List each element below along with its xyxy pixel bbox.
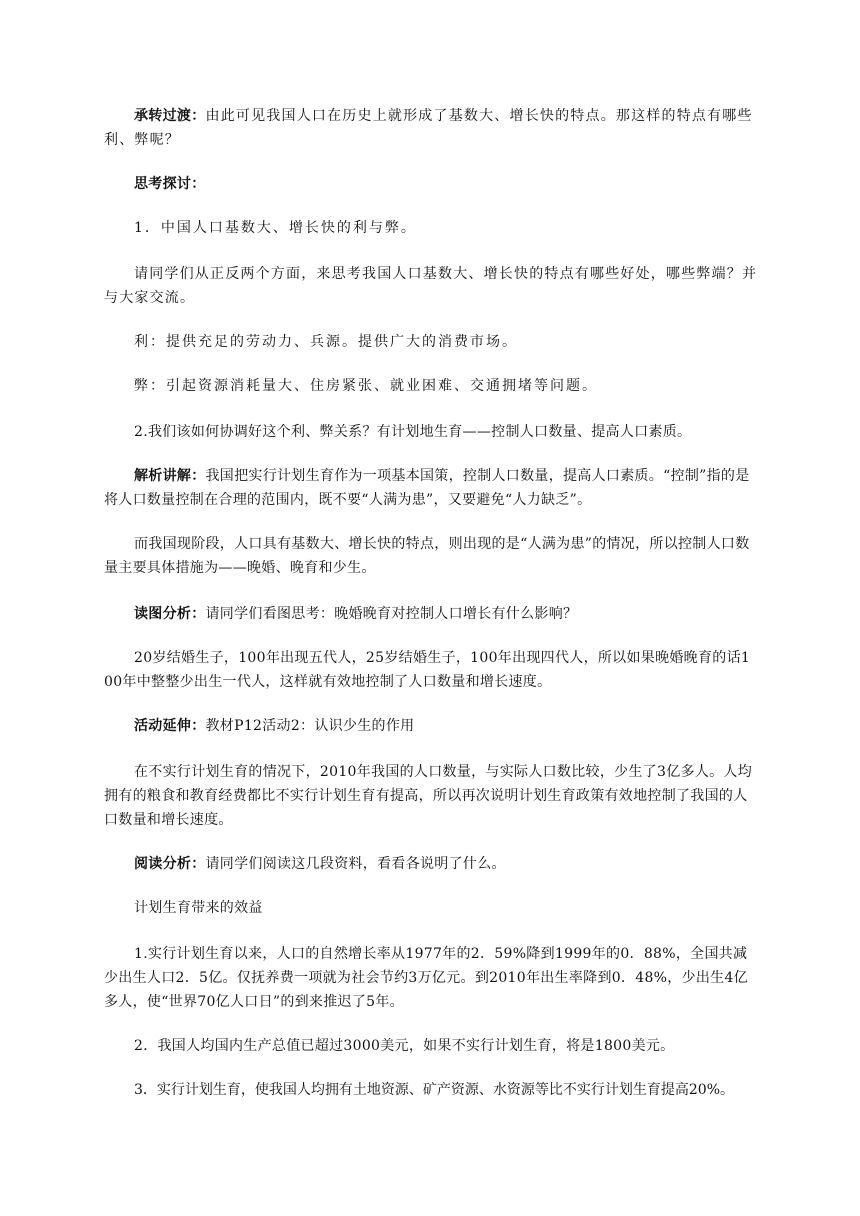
benefit3-paragraph: 3．实行计划生育，使我国人均拥有土地资源、矿产资源、水资源等比不实行计划生育提高20%。 bbox=[134, 1082, 735, 1098]
activity-paragraph bbox=[104, 714, 759, 738]
item2-paragraph: 2.我们该如何协调好这个利、弊关系？有计划地生育——控制人口数量、提高人口素质。 bbox=[134, 424, 692, 440]
analysis-text: 我国把实行计划生育作为一项基本国策，控制人口数量，提高人口素质。“控制”指的是将人口数量控制在合理的范围内，既不要“人满为患”，又要避免“人力缺乏”。 bbox=[104, 468, 750, 508]
reading-paragraph bbox=[104, 852, 759, 876]
reading-label: 阅读分析： bbox=[134, 856, 206, 872]
think-label: 思考探讨： bbox=[134, 176, 206, 192]
benefit2-paragraph: 2．我国人均国内生产总值已超过3000美元，如果不实行计划生育，将是1800美元。 bbox=[134, 1038, 675, 1054]
transition-label: 承转过渡： bbox=[134, 108, 206, 124]
reading-text: 请同学们阅读这几段资料，看看各说明了什么。 bbox=[205, 856, 506, 872]
read-map-paragraph bbox=[104, 602, 759, 626]
activity-label: 活动延伸： bbox=[134, 718, 206, 734]
pro-paragraph: 利：提供充足的劳动力、兵源。提供广大的消费市场。 bbox=[134, 334, 518, 350]
read-map-text: 请同学们看图思考：晚婚晚育对控制人口增长有什么影响？ bbox=[205, 606, 578, 622]
con-paragraph: 弊：引起资源消耗量大、住房紧张、就业困难、交通拥堵等问题。 bbox=[134, 378, 598, 394]
analysis-paragraph bbox=[104, 464, 759, 512]
without-plan-paragraph: 在不实行计划生育的情况下，2010年我国的人口数量，与实际人口数比较，少生了3亿多人。人均拥有的粮食和教育经费都比不实行计划生育有提高，所以再次说明计划生育政策有效地控制了我国的人口数量和增长速度。 bbox=[104, 764, 753, 828]
generations-paragraph: 20岁结婚生子，100年出现五代人，25岁结婚生子，100年出现四代人，所以如果晚婚晚育的话100年中整整少出生一代人，这样就有效地控制了人口数量和增长速度。 bbox=[104, 650, 751, 690]
benefit1-paragraph: 1.实行计划生育以来，人口的自然增长率从1977年的2．59%降到1999年的0．88%，全国共减少出生人口2．5亿。仅抚养费一项就为社会节约3万亿元。到2010年出生率降到0．48%，少出生4亿多人，使“世界70亿人口日”的到来推迟了5年。 bbox=[104, 946, 748, 1010]
activity-text: 教材P12活动2：认识少生的作用 bbox=[205, 718, 415, 734]
item1-paragraph: 1．中国人口基数大、增长快的利与弊。 bbox=[134, 220, 417, 236]
transition-text: 由此可见我国人口在历史上就形成了基数大、增长快的特点。那这样的特点有哪些利、弊呢？ bbox=[104, 108, 753, 148]
transition-paragraph bbox=[104, 104, 759, 152]
read-map-label: 读图分析： bbox=[134, 606, 206, 622]
ask-paragraph: 请同学们从正反两个方面，来思考我国人口基数大、增长快的特点有哪些好处，哪些弊端？并与大家交流。 bbox=[104, 266, 758, 306]
analysis-label: 解析讲解： bbox=[134, 468, 206, 484]
think-heading bbox=[104, 172, 759, 196]
benefits-title: 计划生育带来的效益 bbox=[134, 900, 263, 916]
current-paragraph: 而我国现阶段，人口具有基数大、增长快的特点，则出现的是“人满为患”的情况，所以控制人口数量主要具体措施为——晚婚、晚育和少生。 bbox=[104, 536, 750, 576]
